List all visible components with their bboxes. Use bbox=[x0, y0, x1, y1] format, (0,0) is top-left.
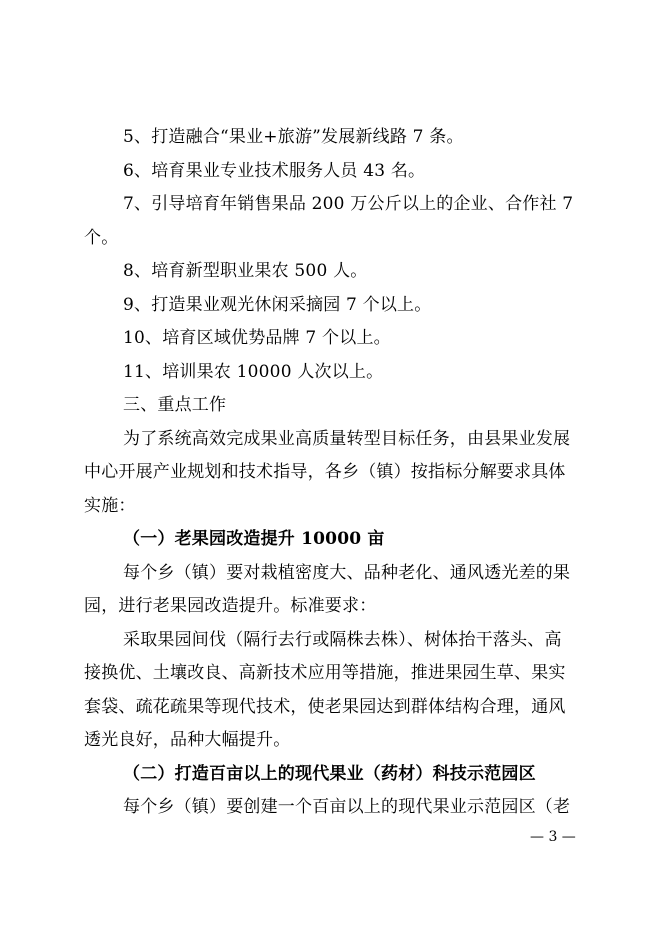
paragraph-line: 园，进行老果园改造提升。标准要求： bbox=[84, 596, 377, 616]
paragraph-line: 为了系统高效完成果业高质量转型目标任务，由县果业发展 bbox=[123, 429, 571, 449]
subsection-heading-1: （一）老果园改造提升 10000 亩 bbox=[123, 529, 385, 549]
goal-item-7: 7、引导培育年销售果品 200 万公斤以上的企业、合作社 7 bbox=[123, 194, 574, 214]
paragraph-line: 采取果园间伐（隔行去行或隔株去株）、树体抬干落头、高 bbox=[123, 630, 562, 650]
goal-item-10: 10、培育区域优势品牌 7 个以上。 bbox=[123, 328, 391, 348]
paragraph-line: 每个乡（镇）要创建一个百亩以上的现代果业示范园区（老 bbox=[123, 797, 571, 817]
paragraph-line: 透光良好，品种大幅提升。 bbox=[84, 730, 291, 750]
goal-item-8: 8、培育新型职业果农 500 人。 bbox=[123, 261, 368, 281]
goal-item-6: 6、培育果业专业技术服务人员 43 名。 bbox=[123, 161, 426, 181]
paragraph-line: 每个乡（镇）要对栽植密度大、品种老化、通风透光差的果 bbox=[123, 563, 571, 583]
subsection-heading-2: （二）打造百亩以上的现代果业（药材）科技示范园区 bbox=[123, 764, 536, 784]
page-number: — 3 — bbox=[530, 829, 576, 845]
section-heading-key-work: 三、重点工作 bbox=[123, 395, 227, 415]
paragraph-line: 中心开展产业规划和技术指导，各乡（镇）按指标分解要求具体 bbox=[84, 462, 566, 482]
goal-item-5: 5、打造融合“果业+旅游”发展新线路 7 条。 bbox=[123, 127, 464, 147]
goal-item-11: 11、培训果农 10000 人次以上。 bbox=[123, 362, 384, 382]
paragraph-line: 实施： bbox=[84, 496, 136, 516]
paragraph-line: 套袋、疏花疏果等现代技术，使老果园达到群体结构合理，通风 bbox=[84, 697, 566, 717]
goal-item-7-continuation: 个。 bbox=[84, 228, 119, 248]
paragraph-line: 接换优、土壤改良、高新技术应用等措施，推进果园生草、果实 bbox=[84, 663, 566, 683]
goal-item-9: 9、打造果业观光休闲采摘园 7 个以上。 bbox=[123, 295, 432, 315]
